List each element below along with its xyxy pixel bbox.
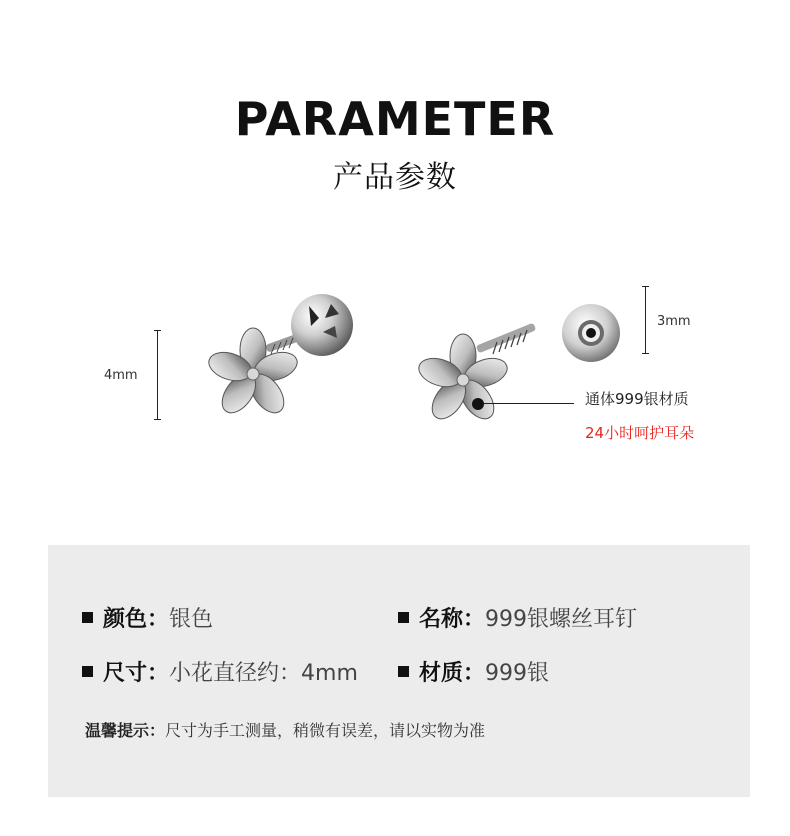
spec-size	[82, 656, 358, 687]
height-dimension-label: 4mm	[104, 368, 138, 383]
spec-material-key: 材质：	[419, 661, 486, 686]
callout-leader-line	[484, 403, 574, 404]
spec-color	[82, 602, 213, 633]
height-dimension-cap-top	[154, 330, 161, 331]
spec-name	[398, 602, 637, 633]
ball-dimension-label: 3mm	[657, 314, 691, 329]
flower-stud-illustration	[415, 312, 545, 432]
spec-size-key: 尺寸：	[103, 661, 170, 686]
spec-color-key: 颜色：	[103, 607, 170, 632]
ball-dimension-cap-top	[642, 286, 649, 287]
bullet-square-icon	[82, 612, 93, 623]
spec-material-value: 999银	[485, 661, 550, 686]
measurement-tip	[85, 718, 485, 741]
tip-label: 温馨提示：	[85, 721, 166, 740]
spec-size-value: 小花直径约：4mm	[169, 661, 358, 686]
care-callout: 24小时呵护耳朵	[585, 424, 695, 442]
height-dimension-cap-bottom	[154, 419, 161, 420]
spec-name-value: 999银螺丝耳钉	[485, 607, 638, 632]
spec-color-value: 银色	[169, 607, 214, 632]
bullet-square-icon	[82, 666, 93, 677]
ball-dimension-cap-bottom	[642, 353, 649, 354]
ball-dimension-line	[645, 286, 646, 353]
bullet-square-icon	[398, 612, 409, 623]
material-callout: 通体999银材质	[585, 390, 689, 408]
assembled-earring-illustration	[205, 292, 365, 427]
page-title: PARAMETER	[234, 92, 556, 146]
spec-material	[398, 656, 549, 687]
ball-back-illustration	[558, 302, 624, 364]
bullet-square-icon	[398, 666, 409, 677]
tip-text: 尺寸为手工测量，稍微有误差，请以实物为准	[165, 721, 486, 740]
height-dimension-line	[157, 330, 158, 419]
page-subtitle: 产品参数	[333, 160, 457, 195]
spec-name-key: 名称：	[419, 607, 486, 632]
